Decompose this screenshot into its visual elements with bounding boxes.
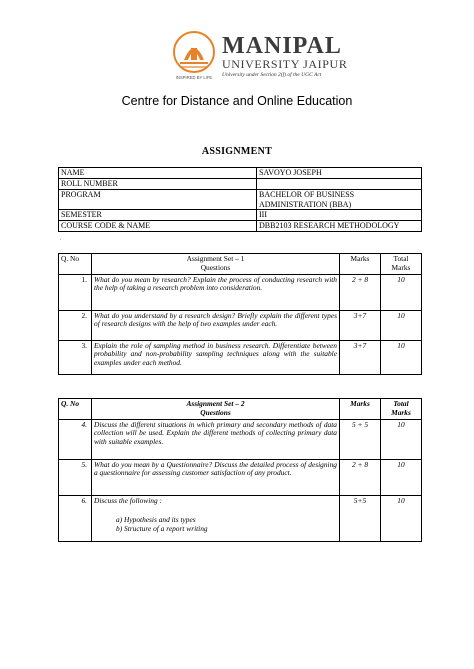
university-name: MANIPAL	[222, 33, 342, 59]
question-row	[59, 419, 422, 459]
question-text: Discuss the following : a) Hypothesis and its types b) Structure of a report writing	[92, 495, 340, 541]
info-value: BACHELOR OF BUSINESS ADMINISTRATION (BBA)	[257, 190, 422, 210]
question-number: 4.	[59, 419, 92, 459]
sub-question: b) Structure of a report writing	[116, 524, 208, 534]
question-row	[59, 274, 422, 310]
question-number: 1.	[59, 274, 92, 310]
question-total: 10	[381, 459, 422, 495]
question-row	[59, 340, 422, 374]
set-title: Assignment Set – 1	[186, 254, 245, 263]
table-header-row	[59, 399, 422, 420]
question-number: 6.	[59, 495, 92, 541]
assignment-set-1-table	[58, 253, 422, 375]
question-text: What do you mean by research? Explain the process of conducting research with the help of taking a research problem into consideration.	[92, 274, 340, 310]
question-marks: 3+7	[340, 310, 381, 340]
question-number: 2.	[59, 310, 92, 340]
col-marks: Marks	[340, 399, 381, 420]
info-row	[59, 221, 422, 232]
set-subtitle: Questions	[200, 407, 231, 417]
university-seal-icon	[170, 30, 218, 82]
info-value	[257, 179, 422, 190]
question-marks: 2 + 8	[340, 459, 381, 495]
col-marks: Marks	[340, 254, 381, 275]
col-qno: Q. No	[59, 399, 92, 420]
info-label: COURSE CODE & NAME	[59, 221, 257, 232]
set-subtitle: Questions	[200, 262, 231, 272]
question-total: 10	[381, 419, 422, 459]
question-total: 10	[381, 310, 422, 340]
col-qno: Q. No	[59, 254, 92, 275]
question-total: 10	[381, 495, 422, 541]
question-total: 10	[381, 340, 422, 374]
question-total: 10	[381, 274, 422, 310]
university-logo	[170, 30, 360, 86]
question-marks: 5 + 5	[340, 419, 381, 459]
stray-mark: .	[60, 236, 62, 242]
col-total: Total Marks	[381, 254, 422, 275]
info-label: PROGRAM	[59, 190, 257, 210]
question-row	[59, 310, 422, 340]
question-marks: 5+5	[340, 495, 381, 541]
question-row	[59, 459, 422, 495]
question-number: 3.	[59, 340, 92, 374]
question-marks: 3+7	[340, 340, 381, 374]
svg-text:INSPIRED BY LIFE: INSPIRED BY LIFE	[175, 75, 213, 80]
info-row	[59, 179, 422, 190]
info-label: SEMESTER	[59, 210, 257, 221]
sub-question: a) Hypothesis and its types	[116, 515, 196, 525]
info-row	[59, 210, 422, 221]
assignment-heading: ASSIGNMENT	[201, 146, 273, 157]
info-row	[59, 190, 422, 210]
question-text: What do you mean by a Questionnaire? Discuss the detailed process of designing a questionnaire for assessing customer satisfaction of any product.	[92, 459, 340, 495]
info-value: DBB2103 RESEARCH METHODOLOGY	[257, 221, 422, 232]
question-text: Discuss the different situations in which primary and secondary methods of data collection will be used. Explain the different methods of collecting primary data with suitable examples.	[92, 419, 340, 459]
col-title	[92, 254, 340, 275]
question-marks: 2 + 8	[340, 274, 381, 310]
info-label: ROLL NUMBER	[59, 179, 257, 190]
info-row	[59, 168, 422, 179]
question-number: 5.	[59, 459, 92, 495]
student-info-table	[58, 167, 422, 232]
assignment-set-2-table	[58, 398, 422, 542]
centre-title: Centre for Distance and Online Education	[121, 94, 353, 108]
set-title: Assignment Set – 2	[186, 399, 245, 408]
question-text: Explain the role of sampling method in business research. Differentiate between probability and non-probability sampling techniques along with the suitable examples under each method.	[92, 340, 340, 374]
col-title	[92, 399, 340, 420]
info-value: SAVOYO JOSEPH	[257, 168, 422, 179]
info-label: NAME	[59, 168, 257, 179]
question-text: What do you understand by a research design? Briefly explain the different types of research designs with the help of two examples under each.	[92, 310, 340, 340]
table-header-row	[59, 254, 422, 275]
university-tagline: University under Section 2(f) of the UGC Act	[222, 72, 322, 78]
sub-question-list	[94, 515, 337, 533]
university-subname: UNIVERSITY JAIPUR	[222, 57, 348, 71]
info-value: III	[257, 210, 422, 221]
col-total: Total Marks	[381, 399, 422, 420]
question-row	[59, 495, 422, 541]
